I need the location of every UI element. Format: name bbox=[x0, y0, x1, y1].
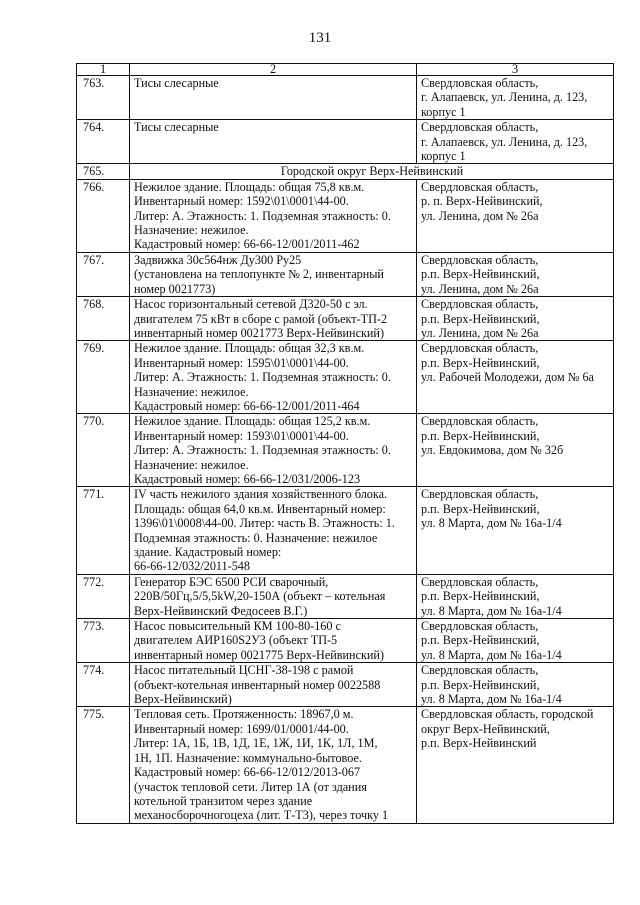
address-line: Свердловская область, bbox=[421, 76, 539, 90]
address-line: г. Алапаевск, ул. Ленина, д. 123, bbox=[421, 134, 588, 149]
table-row bbox=[77, 707, 614, 823]
item-name-cell bbox=[130, 76, 417, 120]
item-name-line: Верх-Нейвинский) bbox=[134, 692, 232, 707]
address-line: округ Верх-Нейвинский, bbox=[421, 721, 550, 736]
item-name-cell bbox=[130, 120, 417, 164]
address-line: р.п. Верх-Нейвинский, bbox=[421, 267, 540, 282]
address-cell bbox=[417, 252, 614, 296]
item-name-cell bbox=[130, 663, 417, 707]
address-line: Свердловская область, bbox=[421, 663, 539, 678]
address-line: ул. 8 Марта, дом № 16а-1/4 bbox=[421, 692, 562, 707]
item-name-line: Нежилое здание. Площадь: общая 125,2 кв.м. bbox=[134, 414, 371, 429]
item-name-line: Литер: А. Этажность: 1. Подземная этажность: 0. bbox=[134, 443, 391, 458]
item-name-cell bbox=[130, 341, 417, 414]
item-name-line: 220В/50Гц,5/5,5kW,20-150А (объект – котельная bbox=[134, 589, 386, 604]
address-line: Свердловская область, bbox=[421, 574, 539, 589]
item-name-line: Генератор БЭС 6500 РСИ сварочный, bbox=[134, 574, 329, 589]
table-row bbox=[77, 297, 614, 341]
address-line: р.п. Верх-Нейвинский, bbox=[421, 589, 540, 604]
table-row bbox=[77, 487, 614, 574]
item-name-cell bbox=[130, 707, 417, 823]
row-number: 773. bbox=[77, 619, 130, 663]
item-name-line: номер 0021773) bbox=[134, 281, 216, 296]
item-name-line: Литер: А. Этажность: 1. Подземная этажность: 0. bbox=[134, 208, 391, 223]
address-line: ул. 8 Марта, дом № 16а-1/4 bbox=[421, 516, 562, 531]
address-cell bbox=[417, 179, 614, 252]
address-line: Свердловская область, bbox=[421, 179, 539, 194]
table-row bbox=[77, 341, 614, 414]
table-row bbox=[77, 179, 614, 252]
table-row bbox=[77, 663, 614, 707]
address-line: р.п. Верх-Нейвинский, bbox=[421, 633, 540, 648]
item-name-cell bbox=[130, 252, 417, 296]
row-number: 767. bbox=[77, 252, 130, 296]
address-cell bbox=[417, 707, 614, 823]
address-line: р.п. Верх-Нейвинский, bbox=[421, 355, 540, 370]
property-table bbox=[76, 63, 614, 824]
address-line: Свердловская область, bbox=[421, 297, 539, 312]
row-number: 774. bbox=[77, 663, 130, 707]
address-line: Свердловская область, bbox=[421, 414, 539, 429]
address-line: Свердловская область, bbox=[421, 487, 539, 502]
item-name-line: Назначение: нежилое. bbox=[134, 457, 249, 472]
address-line: корпус 1 bbox=[421, 149, 466, 164]
item-name-line: 1Н, 1П. Назначение: коммунально-бытовое. bbox=[134, 750, 362, 765]
row-number: 764. bbox=[77, 120, 130, 164]
item-name-cell bbox=[130, 487, 417, 574]
address-line: р.п. Верх-Нейвинский, bbox=[421, 311, 540, 326]
item-name-cell bbox=[130, 619, 417, 663]
address-line: г. Алапаевск, ул. Ленина, д. 123, bbox=[421, 90, 588, 105]
item-name-line: котельной транзитом через здание bbox=[134, 793, 313, 808]
address-line: Свердловская область, bbox=[421, 341, 539, 356]
address-line: Свердловская область, bbox=[421, 252, 539, 267]
item-name-line: Кадастровый номер: 66-66-12/001/2011-462 bbox=[134, 237, 360, 252]
header-col-3: 3 bbox=[417, 64, 614, 76]
address-cell bbox=[417, 574, 614, 618]
header-col-1: 1 bbox=[77, 64, 130, 76]
row-number: 766. bbox=[77, 179, 130, 252]
address-line: ул. Рабочей Молодежи, дом № 6а bbox=[421, 370, 594, 385]
address-line: р.п. Верх-Нейвинский bbox=[421, 736, 537, 751]
table-row bbox=[77, 414, 614, 487]
address-line: Свердловская область, bbox=[421, 120, 539, 135]
row-number: 768. bbox=[77, 297, 130, 341]
item-name-line: Назначение: нежилое. bbox=[134, 223, 249, 238]
item-name-line: Нежилое здание. Площадь: общая 75,8 кв.м. bbox=[134, 179, 365, 194]
item-name-line: (объект-котельная инвентарный номер 0022588 bbox=[134, 677, 381, 692]
table-row bbox=[77, 76, 614, 120]
item-name-line: (установлена на теплопункте № 2, инвентарный bbox=[134, 267, 384, 282]
item-name-line: Инвентарный номер: 1593\01\0001\44-00. bbox=[134, 428, 349, 443]
address-cell bbox=[417, 663, 614, 707]
item-name-line: Насос повысительный КМ 100-80-160 с bbox=[134, 619, 341, 634]
address-cell bbox=[417, 341, 614, 414]
address-line: ул. Ленина, дом № 26а bbox=[421, 281, 539, 296]
row-number: 763. bbox=[77, 76, 130, 120]
address-line: ул. 8 Марта, дом № 16а-1/4 bbox=[421, 647, 562, 662]
item-name-line: 1396\01\0008\44-00. Литер: часть В. Этажность: 1. bbox=[134, 516, 395, 531]
address-cell bbox=[417, 297, 614, 341]
table-row bbox=[77, 120, 614, 164]
item-name-line: Назначение: нежилое. bbox=[134, 384, 249, 399]
address-cell bbox=[417, 414, 614, 487]
row-number: 771. bbox=[77, 487, 130, 574]
item-name-line: инвентарный номер 0021775 Верх-Нейвинский) bbox=[134, 647, 385, 662]
address-line: Свердловская область, bbox=[421, 619, 539, 634]
address-line: р.п. Верх-Нейвинский, bbox=[421, 428, 540, 443]
item-name-line: Инвентарный номер: 1595\01\0001\44-00. bbox=[134, 355, 349, 370]
address-line: ул. 8 Марта, дом № 16а-1/4 bbox=[421, 603, 562, 618]
item-name-line: Кадастровый номер: 66-66-12/001/2011-464 bbox=[134, 398, 360, 413]
item-name-line: Площадь: общая 64,0 кв.м. Инвентарный номер: bbox=[134, 501, 386, 516]
item-name-line: Подземная этажность: 0. Назначение: нежилое bbox=[134, 530, 378, 545]
section-title: Городской округ Верх-Нейвинский bbox=[130, 164, 614, 179]
row-number: 775. bbox=[77, 707, 130, 823]
table-row bbox=[77, 619, 614, 663]
item-name-line: Тисы слесарные bbox=[134, 76, 219, 90]
item-name-line: Насос горизонтальный сетевой Д320-50 с эл. bbox=[134, 297, 368, 312]
address-line: ул. Ленина, дом № 26а bbox=[421, 325, 539, 340]
item-name-line: механосборочногоцеха (лит. Т-Т3), через точку 1 bbox=[134, 808, 389, 823]
table-row bbox=[77, 164, 614, 179]
item-name-line: двигателем 75 кВт в сборе с рамой (объект-ТП-2 bbox=[134, 311, 388, 326]
address-line: р.п. Верх-Нейвинский, bbox=[421, 677, 540, 692]
item-name-line: (участок тепловой сети. Литер 1А (от здания bbox=[134, 779, 367, 794]
address-line: ул. Евдокимова, дом № 32б bbox=[421, 443, 564, 458]
address-line: р.п. Верх-Нейвинский, bbox=[421, 501, 540, 516]
address-line: Свердловская область, городской bbox=[421, 707, 594, 722]
address-line: р. п. Верх-Нейвинский, bbox=[421, 194, 543, 209]
item-name-line: здание. Кадастровый номер: bbox=[134, 545, 282, 559]
row-number: 769. bbox=[77, 341, 130, 414]
item-name-line: IV часть нежилого здания хозяйственного блока. bbox=[134, 487, 388, 502]
row-number: 772. bbox=[77, 574, 130, 618]
table-row bbox=[77, 574, 614, 618]
item-name-line: Верх-Нейвинский Федосеев В.Г.) bbox=[134, 603, 308, 618]
item-name-line: Инвентарный номер: 1699/01/0001/44-00. bbox=[134, 721, 349, 736]
header-col-2: 2 bbox=[130, 64, 417, 76]
address-cell bbox=[417, 619, 614, 663]
page-number: 131 bbox=[308, 30, 332, 46]
item-name-line: 66-66-12/032/2011-548 bbox=[134, 559, 250, 574]
item-name-line: Кадастровый номер: 66-66-12/012/2013-067 bbox=[134, 765, 361, 780]
item-name-line: Кадастровый номер: 66-66-12/031/2006-123 bbox=[134, 471, 361, 486]
row-number: 770. bbox=[77, 414, 130, 487]
item-name-cell bbox=[130, 179, 417, 252]
address-cell bbox=[417, 76, 614, 120]
table-header-row bbox=[77, 64, 614, 76]
address-line: ул. Ленина, дом № 26а bbox=[421, 208, 539, 223]
item-name-line: двигателем АИР160S2У3 (объект ТП-5 bbox=[134, 633, 338, 648]
item-name-cell bbox=[130, 574, 417, 618]
item-name-line: Нежилое здание. Площадь: общая 32,3 кв.м. bbox=[134, 341, 365, 356]
address-cell bbox=[417, 120, 614, 164]
address-line: корпус 1 bbox=[421, 104, 466, 119]
item-name-cell bbox=[130, 297, 417, 341]
item-name-line: Тисы слесарные bbox=[134, 120, 219, 135]
item-name-line: Литер: А. Этажность: 1. Подземная этажность: 0. bbox=[134, 370, 391, 385]
item-name-line: инвентарный номер 0021773 Верх-Нейвинский) bbox=[134, 325, 385, 340]
item-name-line: Тепловая сеть. Протяженность: 18967,0 м. bbox=[134, 707, 354, 722]
item-name-line: Насос питательный ЦСНГ-38-198 с рамой bbox=[134, 663, 354, 678]
address-cell bbox=[417, 487, 614, 574]
item-name-line: Инвентарный номер: 1592\01\0001\44-00. bbox=[134, 194, 349, 209]
item-name-line: Литер: 1А, 1Б, 1В, 1Д, 1Е, 1Ж, 1И, 1К, 1Л, 1М, bbox=[134, 736, 378, 751]
table-row bbox=[77, 252, 614, 296]
item-name-line: Задвижка 30с564нж Ду300 Ру25 bbox=[134, 252, 302, 267]
item-name-cell bbox=[130, 414, 417, 487]
row-number: 765. bbox=[77, 164, 130, 179]
